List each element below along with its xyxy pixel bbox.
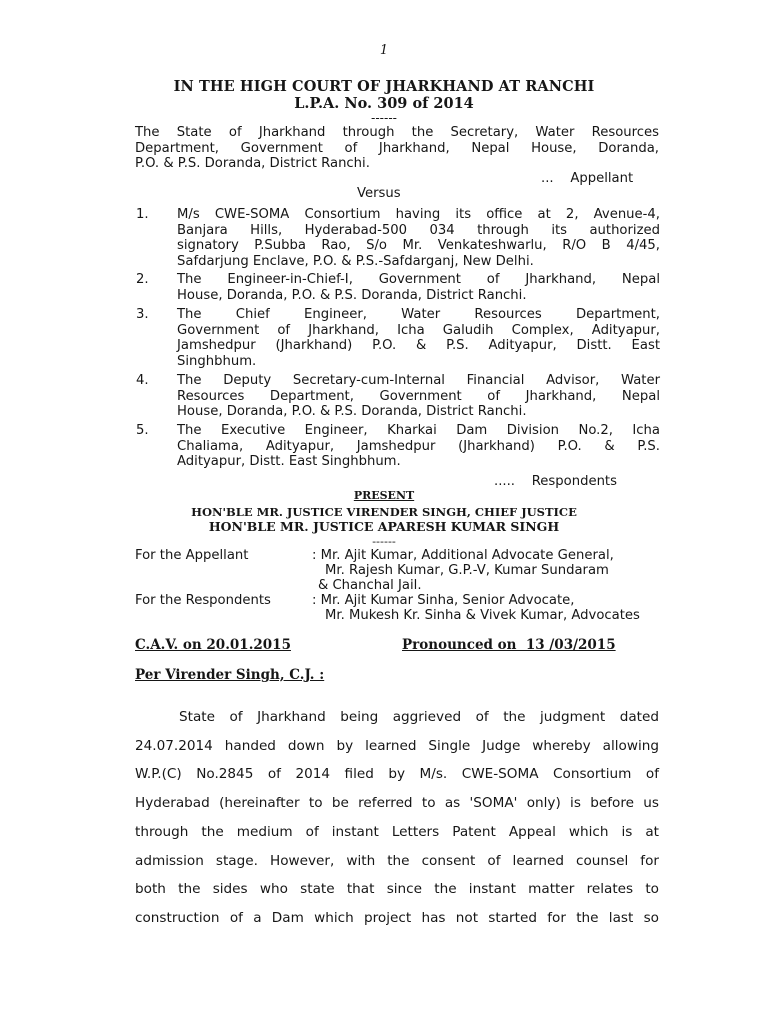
appellant-block (135, 125, 659, 172)
appellant-line: P.O. & P.S. Doranda, District Ranchi. (135, 156, 370, 171)
judgment-line: Hyderabad (hereinafter to be referred to as 'SOMA' only) is before us (135, 795, 659, 812)
appellant-line: The State of Jharkhand through the Secretary, Water Resources (135, 125, 659, 140)
separator: ------ (372, 535, 396, 548)
judgment-line: through the medium of instant Letters Patent Appeal which is at (135, 823, 659, 840)
judgment-line: 24.07.2014 handed down by learned Single Judge whereby allowing (135, 737, 659, 754)
respondent-line: House, Doranda, P.O. & P.S. Doranda, District Ranchi. (177, 287, 527, 303)
counsel-respondents-line: : Mr. Ajit Kumar Sinha, Senior Advocate, (312, 593, 575, 608)
cav-date: C.A.V. on 20.01.2015 (135, 637, 291, 653)
counsel-appellant-line: Mr. Rajesh Kumar, G.P.-V, Kumar Sundaram (325, 563, 609, 578)
counsel-appellant-line: & Chanchal Jail. (318, 578, 422, 593)
judgment-line: admission stage. However, with the consent of learned counsel for (135, 852, 659, 869)
respondent-line: Resources Department, Government of Jharkhand, Nepal (177, 388, 660, 404)
judgment-paragraph (135, 703, 659, 933)
author-line: Per Virender Singh, C.J. : (135, 667, 325, 683)
counsel-appellant-line: : Mr. Ajit Kumar, Additional Advocate General, (312, 548, 614, 563)
respondent-line: Chaliama, Adityapur, Jamshedpur (Jharkhand) P.O. & P.S. (177, 438, 660, 454)
pronounced-date: Pronounced on 13 /03/2015 (402, 637, 616, 653)
respondent-line: Adityapur, Distt. East Singhbhum. (177, 454, 401, 469)
respondent-line: Jamshedpur (Jharkhand) P.O. & P.S. Adityapur, Distt. East (177, 338, 660, 353)
separator: ------ (371, 111, 397, 125)
respondent-line: The Deputy Secretary-cum-Internal Financial Advisor, Water (177, 373, 660, 388)
respondent-line: House, Doranda, P.O. & P.S. Doranda, District Ranchi. (177, 404, 527, 419)
appellant-line: Department, Government of Jharkhand, Nepal House, Doranda, (135, 140, 659, 156)
respondent-number: 1. (136, 207, 149, 222)
respondents-role: ..... Respondents (494, 474, 617, 489)
page-number: 1 (379, 43, 389, 58)
respondent-line: The Chief Engineer, Water Resources Department, (177, 307, 660, 322)
respondent-line: Government of Jharkhand, Icha Galudih Complex, Adityapur, (177, 322, 660, 338)
appellant-role: ... Appellant (541, 171, 634, 186)
respondent-line: The Engineer-in-Chief-I, Government of Jharkhand, Nepal (177, 272, 660, 287)
respondent-line: Banjara Hills, Hyderabad-500 034 through its authorized (177, 222, 660, 238)
counsel-appellant-label: For the Appellant (135, 548, 249, 563)
case-number: L.P.A. No. 309 of 2014 (294, 95, 474, 112)
judgment-line: construction of a Dam which project has not started for the last so (135, 909, 659, 926)
respondent-line: The Executive Engineer, Kharkai Dam Division No.2, Icha (177, 423, 660, 438)
respondent-number: 2. (136, 272, 149, 287)
respondent-number: 3. (136, 307, 149, 322)
respondent-line: signatory P.Subba Rao, S/o Mr. Venkateshwarlu, R/O B 4/45, (177, 238, 660, 253)
court-title: IN THE HIGH COURT OF JHARKHAND AT RANCHI (173, 78, 595, 95)
respondent-line: Singhbhum. (177, 353, 257, 369)
counsel-respondents-line: Mr. Mukesh Kr. Sinha & Vivek Kumar, Advocates (325, 608, 640, 623)
judgment-line: both the sides who state that since the instant matter relates to (135, 881, 659, 898)
respondent-number: 4. (136, 373, 149, 388)
counsel-respondents-label: For the Respondents (135, 593, 271, 608)
judgment-line: W.P.(C) No.2845 of 2014 filed by M/s. CWE-SOMA Consortium of (135, 766, 659, 783)
versus-label: Versus (357, 186, 401, 201)
bench-justice: HON'BLE MR. JUSTICE APARESH KUMAR SINGH (208, 519, 560, 534)
present-heading: PRESENT (353, 489, 415, 502)
respondent-line: Safdarjung Enclave, P.O. & P.S.-Safdarganj, New Delhi. (177, 253, 534, 269)
respondent-number: 5. (136, 423, 149, 438)
judgment-line: State of Jharkhand being aggrieved of the judgment dated (179, 709, 659, 725)
respondent-line: M/s CWE-SOMA Consortium having its office at 2, Avenue-4, (177, 207, 660, 222)
bench-chief-justice: HON'BLE MR. JUSTICE VIRENDER SINGH, CHIEF JUSTICE (191, 505, 577, 519)
